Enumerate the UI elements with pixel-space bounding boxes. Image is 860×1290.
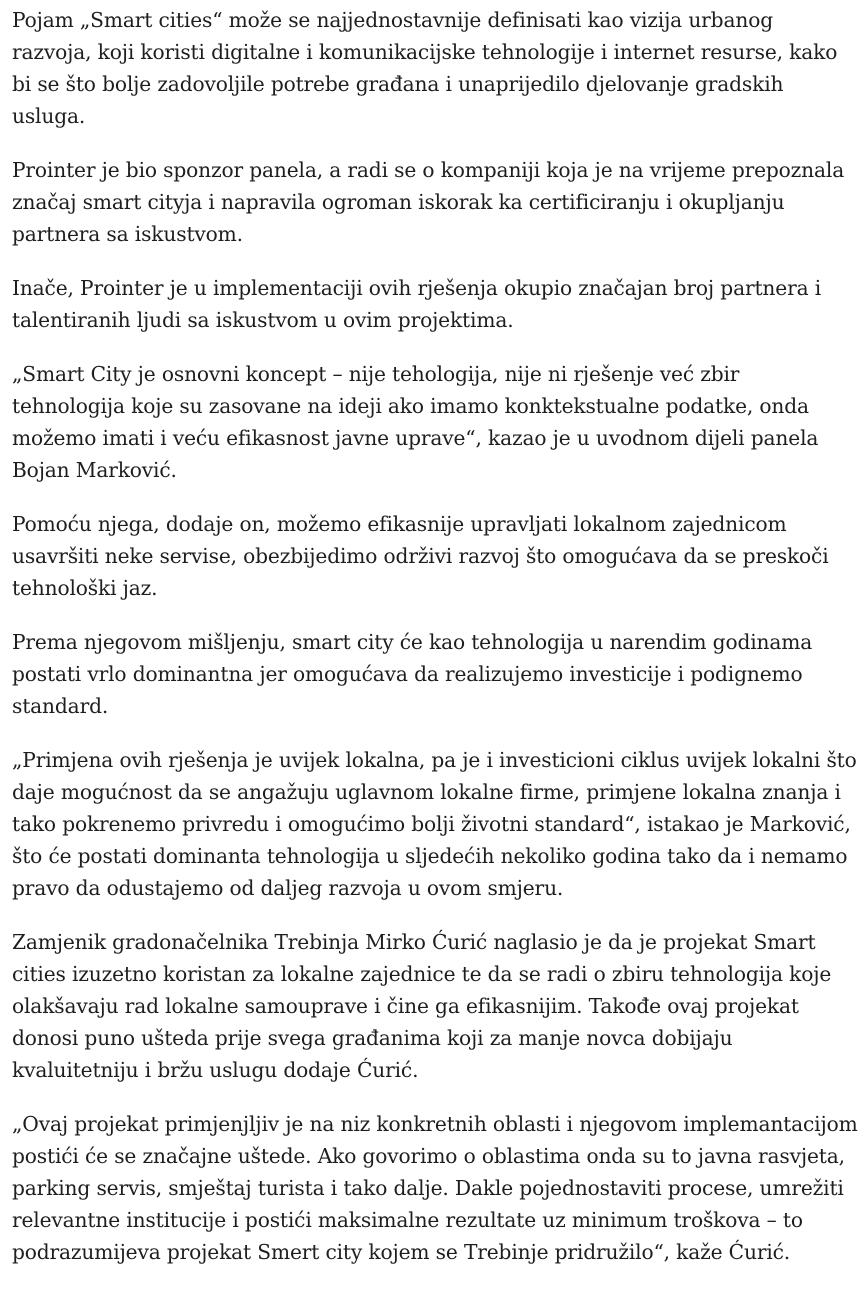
article-paragraph-1: Pojam „Smart cities“ može se najjednostavnije definisati kao vizija urbanog razvoja, koji koristi digitalne i komunikacijske tehnologije i internet resurse, kako bi se što bolje zadovoljile potrebe građana i unaprijedilo djelovanje gradskih usluga.	[12, 8, 838, 128]
article-paragraph-7: „Primjena ovih rješenja je uvijek lokalna, pa je i investicioni ciklus uvijek lokalni što daje mogućnost da se angažuju uglavnom lokalne firme, primjene lokalna znanja i tako pokrenemo privredu i omogućimo bolji životni standard“, istakao je Marković, što će postati dominanta tehnologija u sljedećih nekoliko godina tako da i nemamo pravo da odustajemo od daljeg razvoja u ovom smjeru.	[12, 748, 857, 900]
article-paragraph-3: Inače, Prointer je u implementaciji ovih rješenja okupio značajan broj partnera i talentiranih ljudi sa iskustvom u ovim projektima.	[12, 276, 822, 332]
article-body	[12, 0, 858, 1290]
article-paragraph-4: „Smart City je osnovni koncept – nije tehologija, nije ni rješenje već zbir tehnologija koje su zasovane na ideji ako imamo konktekstualne podatke, onda možemo imati i veću efikasnost javne uprave“, kazao je u uvodnom dijeli panela Bojan Marković.	[12, 362, 819, 482]
article-paragraph-8: Zamjenik gradonačelnika Trebinja Mirko Ćurić naglasio je da je projekat Smart cities izuzetno koristan za lokalne zajednice te da se radi o zbiru tehnologija koje olakšavaju rad lokalne samouprave i čine ga efikasnijim. Takođe ovaj projekat donosi puno ušteda prije svega građanima koji za manje novca dobijaju kvaluitetniju i bržu uslugu dodaje Ćurić.	[12, 930, 832, 1082]
article-paragraph-5: Pomoću njega, dodaje on, možemo efikasnije upravljati lokalnom zajednicom usavršiti neke servise, obezbijedimo održivi razvoj što omogućava da se preskoči tehnološki jaz.	[12, 512, 829, 600]
article-paragraph-2: Prointer je bio sponzor panela, a radi se o kompaniji koja je na vrijeme prepoznala značaj smart cityja i napravila ogroman iskorak ka certificiranju i okupljanju partnera sa iskustvom.	[12, 158, 845, 246]
article-paragraph-9: „Ovaj projekat primjenjljiv je na niz konkretnih oblasti i njegovom implemantacijom postići će se značajne uštede. Ako govorimo o oblastima onda su to javna rasvjeta, parking servis, smještaj turista i tako dalje. Dakle pojednostaviti procese, umrežiti relevantne institucije i postići maksimalne rezultate uz minimum troškova – to podrazumijeva projekat Smert city kojem se Trebinje pridružilo“, kaže Ćurić.	[12, 1112, 858, 1264]
article-paragraph-6: Prema njegovom mišljenju, smart city će kao tehnologija u narendim godinama postati vrlo dominantna jer omogućava da realizujemo investicije i podignemo standard.	[12, 630, 813, 718]
